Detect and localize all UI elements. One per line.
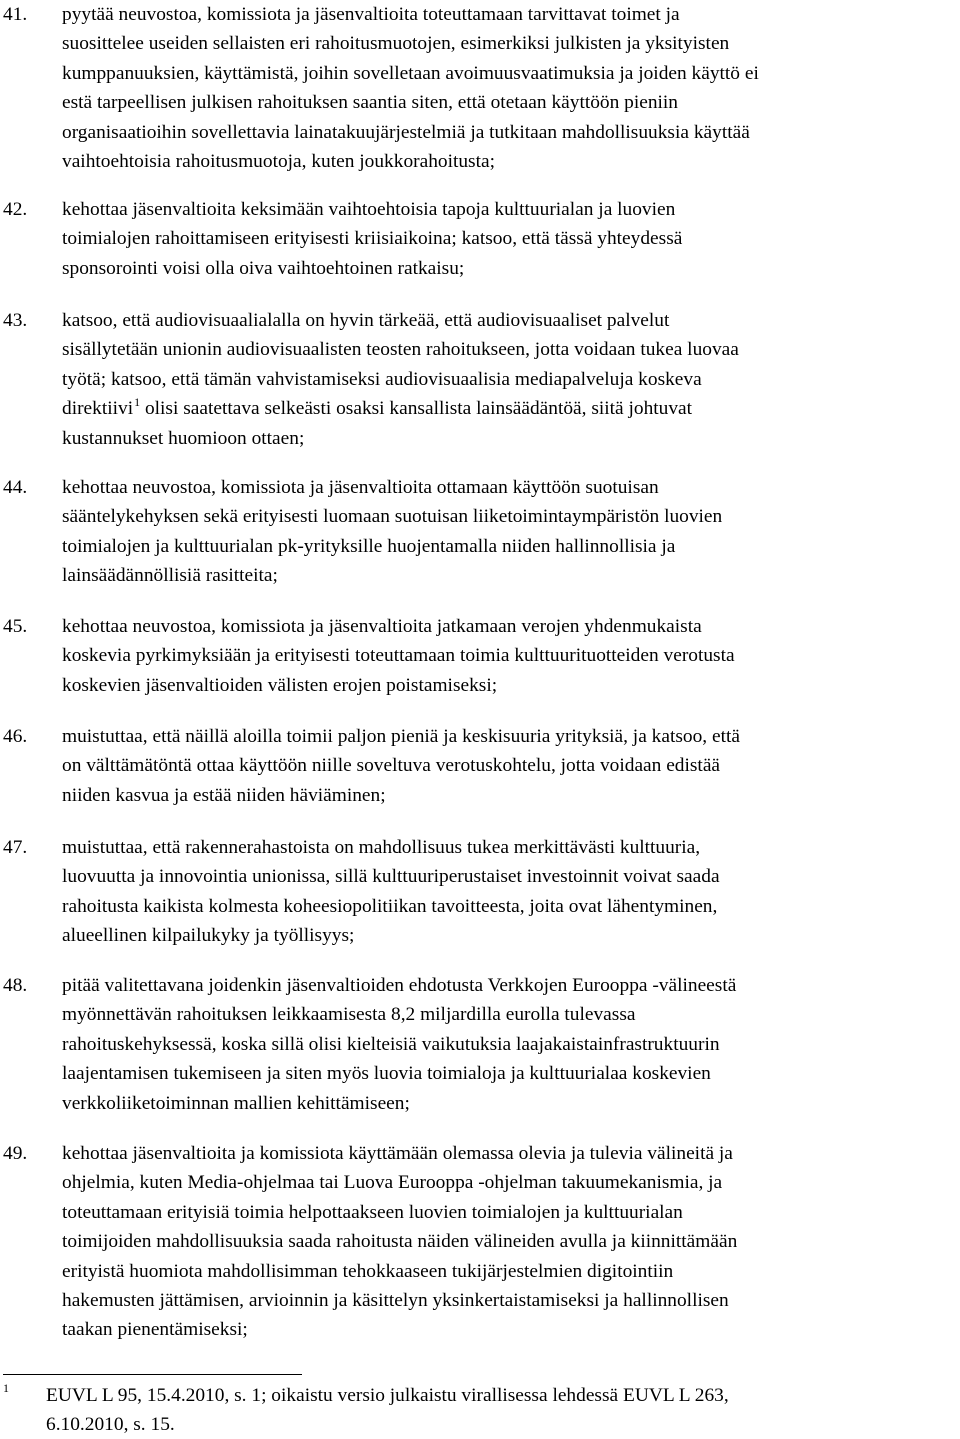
text-line: on välttämätöntä ottaa käyttöön niille soveltuva verotuskohtelu, jotta voidaan edistää xyxy=(62,755,721,777)
text-line: taakan pienentämiseksi; xyxy=(62,1319,248,1341)
text-line: kehottaa jäsenvaltioita ja komissiota käyttämään olemassa olevia ja tulevia välineitä ja xyxy=(62,1143,733,1164)
text-line: rahoituskehyksessä, koska sillä olisi kielteisiä vaikutuksia laajakaistainfrastruktuurin xyxy=(62,1033,720,1055)
text-line: lainsäädännöllisiä rasitteita; xyxy=(62,565,278,587)
text-line: toimijoiden mahdollisuuksia saada rahoitusta näiden välineiden avulla ja kiinnittämään xyxy=(62,1231,738,1253)
text-line: EUVL L 95, 15.4.2010, s. 1; oikaistu versio julkaistu virallisessa lehdessä EUVL L 263, xyxy=(46,1385,729,1406)
text-line: niiden kasvua ja estää niiden häviäminen; xyxy=(62,784,386,806)
text-line: sääntelykehyksen sekä erityisesti luomaan suotuisan liiketoimintaympäristön luovien xyxy=(62,506,723,528)
paragraph-number: 43. xyxy=(3,310,28,331)
text-line: työtä; katsoo, että tämän vahvistamiseksi audiovisuaalisia mediapalveluja koskeva xyxy=(62,368,702,390)
paragraph-text xyxy=(62,1139,942,1345)
text-line: sisällytetään unionin audiovisuaalisten teosten rahoitukseen, jotta voidaan tukea luovaa xyxy=(62,339,739,361)
footnote-marker: 1 xyxy=(3,1381,9,1395)
text-line: kehottaa neuvostoa, komissiota ja jäsenvaltioita jatkamaan verojen yhdenmukaista xyxy=(62,616,702,637)
text-line xyxy=(62,394,942,423)
paragraph-text xyxy=(62,195,942,283)
text-line: muistuttaa, että näillä aloilla toimii paljon pieniä ja keskisuuria yrityksiä, ja katsoo, että xyxy=(62,726,740,747)
text-line: kehottaa jäsenvaltioita keksimään vaihtoehtoisia tapoja kulttuurialan ja luovien xyxy=(62,199,676,220)
text-line: pitää valitettavana joidenkin jäsenvaltioiden ehdotusta Verkkojen Eurooppa -välineestä xyxy=(62,975,737,996)
text-line: ohjelmia, kuten Media-ohjelmaa tai Luova Eurooppa -ohjelman takuumekanismia, ja xyxy=(62,1172,723,1194)
text-segment: direktiivi xyxy=(62,398,134,420)
footnote-reference[interactable]: 1 xyxy=(134,395,141,410)
paragraph-number: 47. xyxy=(3,837,28,858)
text-line: luovuutta ja innovointia unionissa, sillä kulttuuriperustaiset investoinnit voivat saada xyxy=(62,866,720,888)
text-line: alueellinen kilpailukyky ja työllisyys; xyxy=(62,925,355,947)
paragraph-text xyxy=(62,306,942,453)
text-line: toteuttamaan erityisiä toimia helpottaakseen luovien toimialojen ja kulttuurialan xyxy=(62,1201,683,1223)
text-line: rahoitusta kaikista kolmesta koheesiopolitiikan tavoitteesta, joita ovat lähentyminen, xyxy=(62,895,718,917)
text-segment: olisi saatettava selkeästi osaksi kansallista lainsäädäntöä, siitä johtuvat xyxy=(140,398,693,420)
paragraph-number: 44. xyxy=(3,477,28,498)
paragraph-text xyxy=(62,833,942,951)
paragraph-text xyxy=(62,722,942,810)
paragraph-text xyxy=(62,473,942,591)
paragraph-number: 49. xyxy=(3,1143,28,1164)
paragraph-number: 41. xyxy=(3,4,28,25)
paragraph-number: 46. xyxy=(3,726,28,747)
text-line: toimialojen ja kulttuurialan pk-yrityksille huojentamalla niiden hallinnollisia ja xyxy=(62,535,676,557)
text-line: 6.10.2010, s. 15. xyxy=(46,1414,175,1435)
text-line: suosittelee useiden sellaisten eri rahoitusmuotojen, esimerkiksi julkisten ja yksityisten xyxy=(62,33,730,55)
text-line: koskevia pyrkimyksiään ja erityisesti toteuttamaan toimia kulttuurituotteiden verotusta xyxy=(62,645,735,667)
text-line: organisaatioihin sovellettavia lainatakuujärjestelmiä ja tutkitaan mahdollisuuksia käyttää xyxy=(62,121,750,143)
text-line: katsoo, että audiovisuaalialalla on hyvin tärkeää, että audiovisuaaliset palvelut xyxy=(62,310,670,331)
footnote-text xyxy=(46,1381,946,1439)
text-line: kumppanuuksien, käyttämistä, joihin sovelletaan avoimuusvaatimuksia ja joiden käyttö ei xyxy=(62,62,759,84)
text-line: kustannukset huomioon ottaen; xyxy=(62,427,305,449)
text-line: vaihtoehtoisia rahoitusmuotoja, kuten joukkorahoitusta; xyxy=(62,151,495,173)
text-line: hakemusten jättämisen, arvioinnin ja käsittelyn yksinkertaistamiseksi ja hallinnollisen xyxy=(62,1290,729,1312)
paragraph-text xyxy=(62,0,942,176)
text-line: pyytää neuvostoa, komissiota ja jäsenvaltioita toteuttamaan tarvittavat toimet ja xyxy=(62,4,680,25)
footnote-divider xyxy=(3,1374,302,1375)
paragraph-number: 42. xyxy=(3,199,28,220)
text-line: myönnettävän rahoituksen leikkaamisesta 8,2 miljardilla eurolla tulevassa xyxy=(62,1004,636,1026)
text-line: verkkoliiketoiminnan mallien kehittämiseen; xyxy=(62,1092,410,1114)
text-line: kehottaa neuvostoa, komissiota ja jäsenvaltioita ottamaan käyttöön suotuisan xyxy=(62,477,659,498)
text-line: toimialojen rahoittamiseen erityisesti kriisiaikoina; katsoo, että tässä yhteydessä xyxy=(62,228,683,250)
text-line: koskevien jäsenvaltioiden välisten erojen poistamiseksi; xyxy=(62,674,498,696)
text-line: laajentamisen tukemiseen ja siten myös luovia toimialoja ja kulttuurialaa koskevien xyxy=(62,1063,711,1085)
paragraph-number: 45. xyxy=(3,616,28,637)
paragraph-text xyxy=(62,971,942,1118)
text-line: estä tarpeellisen julkisen rahoituksen saantia siten, että otetaan käyttöön pieniin xyxy=(62,92,679,114)
paragraph-number: 48. xyxy=(3,975,28,996)
text-line: muistuttaa, että rakennerahastoista on mahdollisuus tukea merkittävästi kulttuuria, xyxy=(62,837,701,858)
text-line: sponsorointi voisi olla oiva vaihtoehtoinen ratkaisu; xyxy=(62,257,465,279)
paragraph-text xyxy=(62,612,942,700)
text-line: erityistä huomiota mahdollisimman tehokkaaseen tukijärjestelmien digitointiin xyxy=(62,1260,674,1282)
